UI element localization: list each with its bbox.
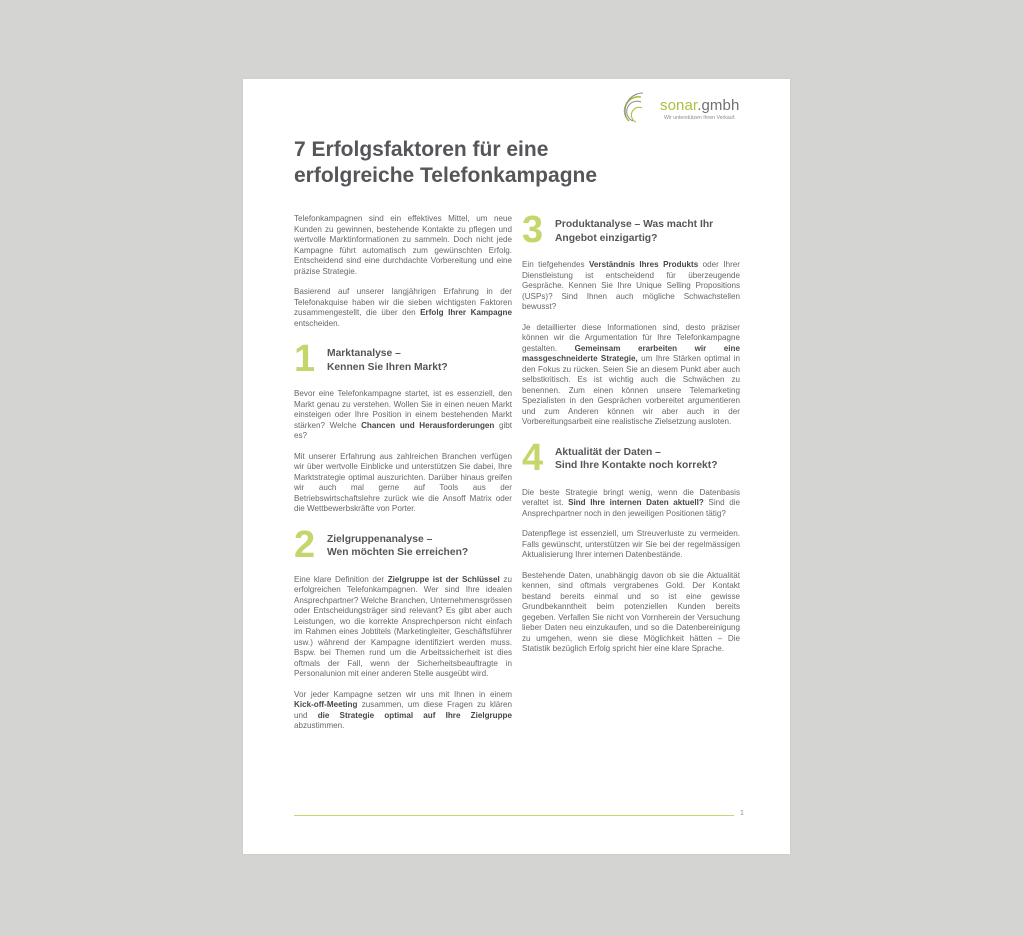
- section-number: 3: [522, 209, 544, 251]
- body-paragraph: Je detaillierter diese Informationen sind, desto präziser können wir die Argumentation für Ihre Telefonkampagne gestalten. Gemeinsam erarbeiten wir eine massgeschneiderte Strategie, um Ihre Stärken optimal in den Fokus zu rücken. Seien Sie an diesem Punkt aber auch selbstkritisch. Es ist wichtig auch die Schwächen zu benennen. Zum einen können unsere Telemarketing Spezialisten in den Gesprächen vorbereitet argumentieren und zum Anderen können wir aber auch in der Vorbereitungsarbeit eine realistische Zielsetzung ausloten.: [522, 322, 740, 426]
- emphasis-text: Kick-off-Meeting: [294, 700, 358, 709]
- section-number: 1: [294, 338, 316, 380]
- intro-paragraph: Telefonkampagnen sind ein effektives Mittel, um neue Kunden zu gewinnen, bestehende Kontakte zu pflegen und wertvolle Marktinformationen zu sammeln. Doch nicht jede Kampagne führt automatisch zum gewünschten Erfolg. Entscheidend sind eine durchdachte Vorbereitung und eine präzise Strategie.: [294, 214, 512, 276]
- body-paragraph: Bestehende Daten, unabhängig davon ob sie die Aktualität kennen, sind oftmals vergrabenes Gold. Der Kontakt bestand bereits einmal und so ist eine gewisse Grundbekanntheit beim potenziellen Kunden bereits gegeben. Verfallen Sie nicht von Vornherein der Versuchung lieber Daten neu einzukaufen, und so die Datenbereinigung zu umgehen, wenn sie diese Möglichkeit hätten – Die Statistik bezüglich Erfolg spricht hier eine klare Sprache.: [522, 570, 740, 653]
- page-number: 1: [740, 810, 744, 817]
- section-title: Aktualität der Daten – Sind Ihre Kontakte noch korrekt?: [555, 446, 718, 471]
- section-heading-1: [294, 338, 512, 381]
- section-number: 4: [522, 436, 544, 479]
- section-heading-4: [522, 436, 740, 480]
- body-paragraph: Mit unserer Erfahrung aus zahlreichen Branchen verfügen wir über wertvolle Einblicke und unterstützen Sie dabei, Ihre Marktstrategie optimal auszurichten. Darüber hinaus greifen wir auch mal gerne auf Tools aus der Betriebswirtschaftslehre zurück wie die Ansoff Matrix oder die Wettbewerbskräfte von Porter.: [294, 451, 512, 513]
- body-paragraph: Eine klare Definition der Zielgruppe ist der Schlüssel zu erfolgreichen Telefonkampagnen. Wer sind Ihre idealen Ansprechpartner? Welche Branchen, Unternehmensgrössen oder Entscheidungsträger sind relevant? Es gibt aber auch Leistungen, wo die korrekte Ansprechperson nicht einfach im Rahmen eines Jobtitels (Marketingleiter, Geschäftsführer usw.) während der Kampagne identifiziert werden muss. Bspw. bei Themen rund um die Arbeitssicherheit ist dies oftmals der Fall, wenn der Sicherheitsbeauftragte in Personalunion mit einer anderen Stelle ausgeübt wird.: [294, 574, 512, 678]
- document-page: [243, 79, 790, 854]
- emphasis-text: Chancen und Herausforderungen: [361, 420, 495, 430]
- section-heading-2: [294, 523, 512, 567]
- emphasis-text: die Strategie optimal auf Ihre Zielgruppe: [317, 710, 512, 720]
- page-title: [294, 137, 714, 189]
- page-title-line-2: erfolgreiche Telefonkampagne: [294, 164, 598, 187]
- body-paragraph: Bevor eine Telefonkampagne startet, ist es essenziell, den Markt genau zu verstehen. Wollen Sie in einen neuen Markt einsteigen oder Ihre Position in einem bestehenden Markt stärken? Welche Chancen und Herausforderungen gibt es?: [294, 389, 512, 440]
- left-column: [294, 214, 512, 742]
- section-title: Zielgruppenanalyse – Wen möchten Sie erreichen?: [327, 533, 469, 558]
- emphasis-text: Verständnis Ihres Produkts: [588, 260, 699, 269]
- emphasis-text: Gemeinsam erarbeiten wir eine massgeschneiderte Strategie,: [522, 343, 740, 363]
- emphasis-text: Zielgruppe ist der Schlüssel: [387, 574, 500, 584]
- right-column: [522, 209, 741, 665]
- logo-wordmark: sonar.gmbh: [660, 97, 740, 114]
- footer-divider: [294, 815, 734, 816]
- sonar-waves-icon: [623, 91, 663, 127]
- logo-tagline: Wir unterstützen Ihren Verkauf.: [664, 115, 736, 121]
- company-logo: [623, 91, 753, 127]
- intro-paragraph: Basierend auf unserer langjährigen Erfahrung in der Telefonakquise haben wir die sieben wichtigsten Faktoren zusammengestellt, die über den Erfolg Ihrer Kampagne entscheiden.: [294, 287, 512, 328]
- section-title: Marktanalyse – Kennen Sie Ihren Markt?: [327, 348, 448, 373]
- body-paragraph: Die beste Strategie bringt wenig, wenn die Datenbasis veraltet ist. Sind Ihre internen Daten aktuell? Sind die Ansprechpartner noch in den jeweiligen Positionen tätig?: [522, 487, 741, 518]
- section-number: 2: [294, 523, 316, 566]
- emphasis-text: Erfolg Ihrer Kampagne: [420, 308, 512, 317]
- emphasis-text: Sind Ihre internen Daten aktuell?: [568, 498, 704, 507]
- body-paragraph: Datenpflege ist essenziell, um Streuverluste zu vermeiden. Falls gewünscht, unterstützen wir Sie bei der regelmässigen Aktualisierung Ihrer internen Datenbestände.: [522, 529, 740, 559]
- section-title: Produktanalyse – Was macht Ihr Angebot einzigartig?: [555, 219, 714, 244]
- section-heading-3: [522, 209, 740, 252]
- body-paragraph: Ein tiefgehendes Verständnis Ihres Produkts oder Ihrer Dienstleistung ist entscheidend für überzeugende Gespräche. Kennen Sie Ihre Unique Selling Propositions (USPs)? Sind Ihnen auch mögliche Schwachstellen bewusst?: [522, 260, 740, 311]
- body-paragraph: Vor jeder Kampagne setzen wir uns mit Ihnen in einem Kick-off-Meeting zusammen, um diese Fragen zu klären und die Strategie optimal auf Ihre Zielgruppe abzustimmen.: [294, 689, 512, 730]
- page-title-line-1: 7 Erfolgsfaktoren für eine: [294, 138, 549, 161]
